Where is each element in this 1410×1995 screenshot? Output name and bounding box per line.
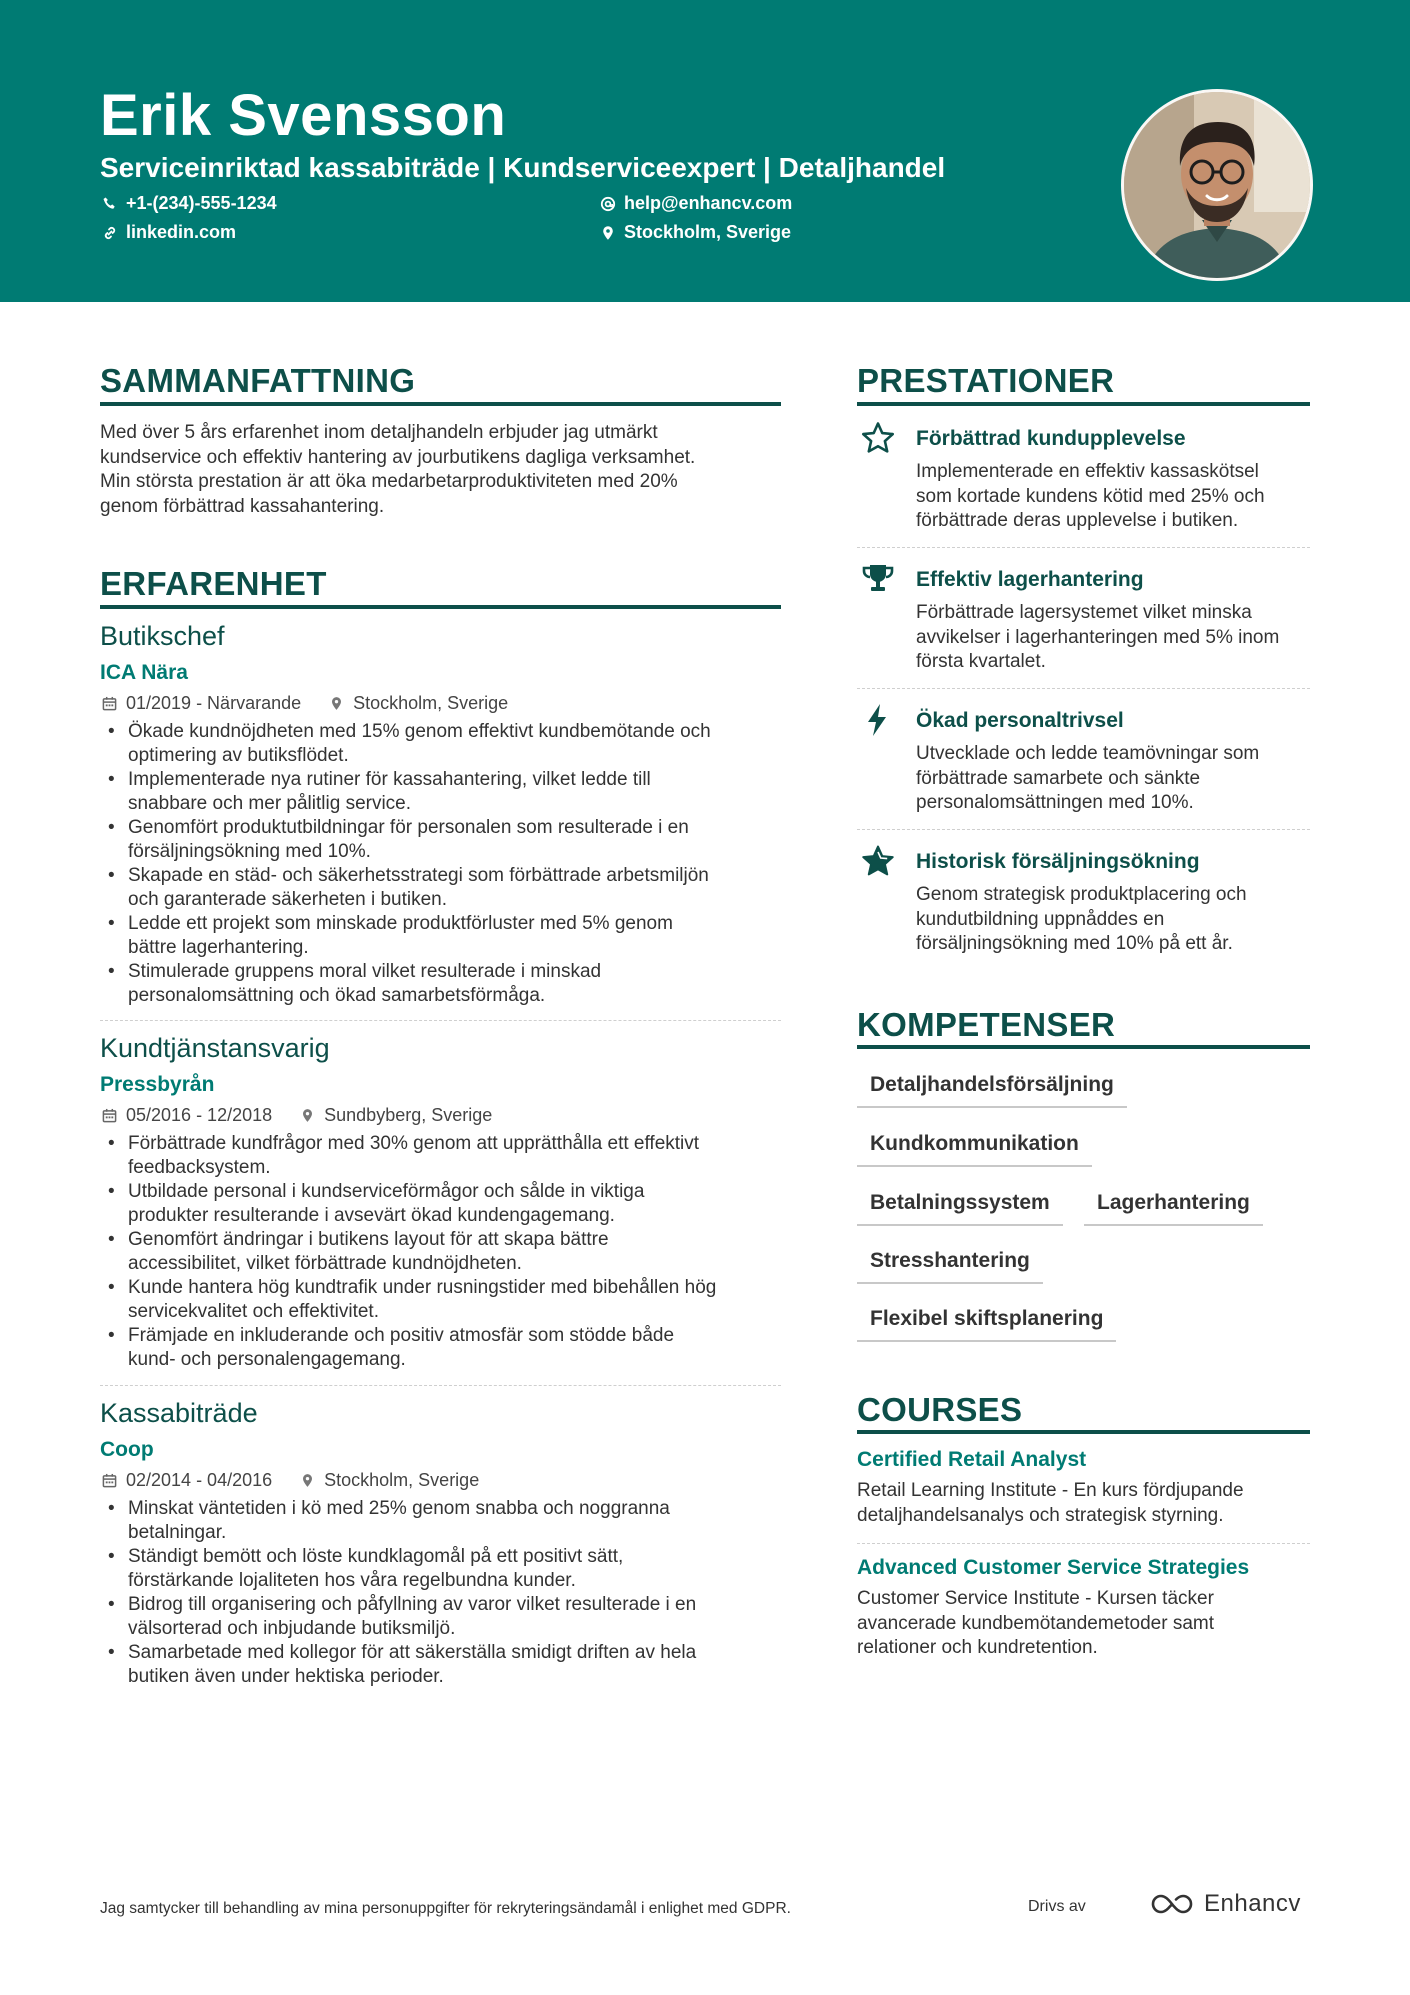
course-description: Retail Learning Institute - En kurs fördjupande detaljhandelsanalys och strategisk styrning. — [857, 1480, 1244, 1526]
achievement-separator — [857, 688, 1310, 689]
company-name: Pressbyrån — [100, 1073, 215, 1096]
list-item: • Utbildade personal i kundserviceförmågor och sålde in viktiga produkter resulterande i avsevärt ökad kundengagemang. — [128, 1180, 828, 1228]
email-text: help@enhancv.com — [624, 193, 793, 213]
candidate-title: Serviceinriktad kassabiträde | Kundserviceexpert | Detaljhandel — [100, 152, 946, 183]
gdpr-consent: Jag samtycker till behandling av mina personuppgifter för rekryteringsändamål i enlighet med GDPR. — [100, 1900, 791, 1917]
list-item: • Implementerade nya rutiner för kassahantering, vilket ledde till snabbare och mer pålitlig service. — [128, 768, 828, 816]
location-contact — [600, 222, 791, 243]
list-item: • Ledde ett projekt som minskade produktförluster med 5% genom bättre lagerhantering. — [128, 912, 828, 960]
at-icon — [600, 196, 616, 212]
lightning-icon — [860, 702, 896, 738]
job-title: Butikschef — [100, 621, 225, 651]
brand-name: Enhancv — [1204, 1890, 1301, 1917]
phone-icon — [102, 196, 118, 212]
job-title: Kundtjänstansvarig — [100, 1033, 330, 1063]
phone-contact[interactable] — [102, 193, 277, 214]
job-meta — [102, 693, 508, 714]
achievement-description: Utvecklade och ledde teamövningar som förbättrade samarbete och sänkte personalomsättningen med 10%. — [916, 743, 1260, 813]
achievement-title: Effektiv lagerhantering — [916, 568, 1144, 591]
list-item: • Bidrog till organisering och påfyllning av varor vilket resulterade i en välsorterad och inbjudande butiksmiljö. — [128, 1593, 828, 1641]
list-item: • Samarbetade med kollegor för att säkerställa smidigt driften av hela butiken även under hektiska perioder. — [128, 1641, 828, 1689]
enhancv-logo[interactable] — [1148, 1890, 1301, 1918]
summary-divider — [100, 402, 781, 406]
achievements-divider — [857, 402, 1310, 406]
achievement-title: Ökad personaltrivsel — [916, 709, 1124, 732]
calendar-icon — [102, 1108, 117, 1123]
job-meta — [102, 1470, 479, 1491]
achievement-title: Förbättrad kundupplevelse — [916, 427, 1186, 450]
link-icon — [102, 225, 118, 241]
job-dates: 02/2014 - 04/2016 — [126, 1470, 273, 1490]
job-location: Stockholm, Sverige — [324, 1470, 480, 1490]
linkedin-text: linkedin.com — [126, 222, 237, 242]
summary-heading: SAMMANFATTNING — [100, 362, 416, 399]
achievement-description: Genom strategisk produktplacering och kundutbildning uppnåddes en försäljningsökning med 10% på ett år. — [916, 884, 1247, 954]
summary-line: genom förbättrad kassahantering. — [100, 495, 385, 517]
skill-tag: Kundkommunikation — [857, 1127, 1092, 1167]
course-title: Advanced Customer Service Strategies — [857, 1556, 1250, 1579]
courses-heading: COURSES — [857, 1391, 1023, 1428]
achievement-description: Implementerade en effektiv kassaskötsel som kortade kundens kötid med 25% och förbättrade deras upplevelse i butiken. — [916, 461, 1265, 531]
achievement-description: Förbättrade lagersystemet vilket minska avvikelser i lagerhanteringen med 5% inom första kvartalet. — [916, 602, 1280, 672]
job-bullets — [100, 1497, 828, 1689]
job-separator — [100, 1385, 781, 1386]
skill-tag: Betalningssystem — [857, 1186, 1063, 1226]
course-title: Certified Retail Analyst — [857, 1448, 1087, 1471]
job-bullets — [100, 720, 828, 1008]
infinity-logo-icon — [1148, 1891, 1196, 1917]
job-separator — [100, 1020, 781, 1021]
company-name: ICA Nära — [100, 661, 188, 684]
course-description: Customer Service Institute - Kursen täcker avancerade kundbemötandemetoder samt relationer och kundretention. — [857, 1588, 1215, 1658]
skills-heading: KOMPETENSER — [857, 1006, 1116, 1043]
list-item: • Skapade en städ- och säkerhetsstrategi som förbättrade arbetsmiljön och garanterade säkerheten i butiken. — [128, 864, 828, 912]
list-item: • Ständigt bemött och löste kundklagomål på ett positivt sätt, förstärkande lojaliteten hos våra regelbundna kunder. — [128, 1545, 828, 1593]
experience-divider — [100, 605, 781, 609]
skill-tag: Stresshantering — [857, 1244, 1043, 1284]
list-item: • Kunde hantera hög kundtrafik under rusningstider med bibehållen hög servicekvalitet och effektivitet. — [128, 1276, 828, 1324]
skill-tag: Detaljhandelsförsäljning — [857, 1068, 1127, 1108]
list-item: • Minskat väntetiden i kö med 25% genom snabba och noggranna betalningar. — [128, 1497, 828, 1545]
skill-tag: Lagerhantering — [1084, 1186, 1263, 1226]
job-dates: 01/2019 - Närvarande — [126, 693, 302, 713]
candidate-name: Erik Svensson — [100, 83, 507, 148]
trophy-icon — [860, 561, 896, 597]
profile-photo — [1121, 89, 1313, 281]
powered-by-label: Drivs av — [1028, 1898, 1086, 1915]
list-item: • Genomfört produktutbildningar för personalen som resulterade i en försäljningsökning med 10%. — [128, 816, 828, 864]
achievement-separator — [857, 829, 1310, 830]
achievement-title: Historisk försäljningsökning — [916, 850, 1200, 873]
summary-line: Min största prestation är att öka medarbetarproduktiviteten med 20% — [100, 471, 678, 492]
job-location: Sundbyberg, Sverige — [324, 1105, 493, 1125]
location-pin-icon — [300, 1473, 315, 1488]
job-title: Kassabiträde — [100, 1398, 258, 1428]
job-dates: 05/2016 - 12/2018 — [126, 1105, 273, 1125]
phone-text: +1-(234)-555-1234 — [126, 193, 277, 213]
location-pin-icon — [300, 1108, 315, 1123]
achievement-separator — [857, 547, 1310, 548]
avatar-illustration — [1124, 92, 1310, 278]
linkedin-contact[interactable] — [102, 222, 236, 243]
calendar-icon — [102, 1473, 117, 1488]
experience-heading: ERFARENHET — [100, 565, 327, 602]
course-separator — [857, 1543, 1310, 1544]
achievements-heading: PRESTATIONER — [857, 362, 1115, 399]
job-location: Stockholm, Sverige — [353, 693, 509, 713]
skill-tag: Flexibel skiftsplanering — [857, 1302, 1116, 1342]
star-outline-icon — [860, 420, 896, 456]
skills-divider — [857, 1045, 1310, 1049]
list-item: • Stimulerade gruppens moral vilket resulterade i minskad personalomsättning och ökad samarbetsförmåga. — [128, 960, 828, 1008]
location-text: Stockholm, Sverige — [624, 222, 792, 242]
job-meta — [102, 1105, 492, 1126]
location-pin-icon — [329, 696, 344, 711]
list-item: • Genomfört ändringar i butikens layout för att skapa bättre accessibilitet, vilket förbättrade kundnöjdheten. — [128, 1228, 828, 1276]
job-bullets — [100, 1132, 828, 1372]
email-contact[interactable] — [600, 193, 792, 214]
resume-header — [0, 0, 1410, 302]
list-item: • Ökade kundnöjdheten med 15% genom effektivt kundbemötande och optimering av butiksflödet. — [128, 720, 828, 768]
list-item: • Främjade en inkluderande och positiv atmosfär som stödde både kund- och personalengagemang. — [128, 1324, 828, 1372]
location-pin-icon — [600, 225, 616, 241]
summary-line: kundservice och effektiv hantering av jourbutikens dagliga verksamhet. — [100, 446, 696, 468]
list-item: • Förbättrade kundfrågor med 30% genom att upprätthålla ett effektivt feedbacksystem. — [128, 1132, 828, 1180]
summary-text — [100, 421, 790, 519]
calendar-icon — [102, 696, 117, 711]
company-name: Coop — [100, 1438, 154, 1461]
star-filled-icon — [860, 843, 896, 879]
summary-line: Med över 5 års erfarenhet inom detaljhandeln erbjuder jag utmärkt — [100, 422, 658, 443]
courses-divider — [857, 1430, 1310, 1434]
